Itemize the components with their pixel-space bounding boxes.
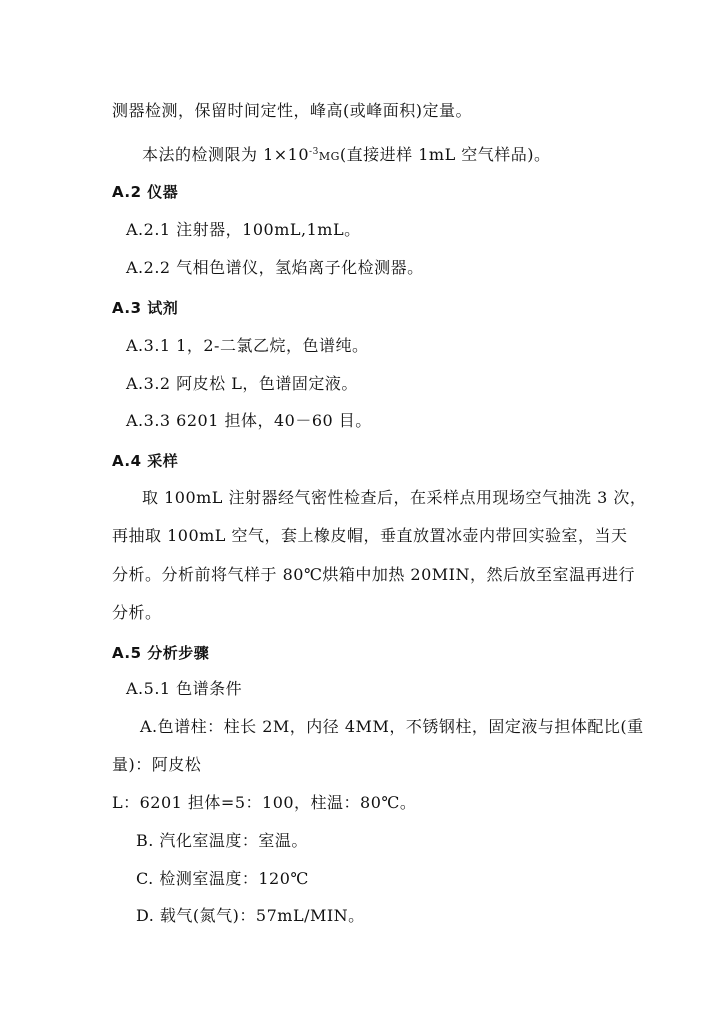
- item-b-vaporizer-temp: B. 汽化室温度：室温。: [136, 831, 308, 850]
- column-spec-line-3: L：6201 担体=5：100，柱温：80℃。: [112, 793, 417, 812]
- intro-continuation: 测器检测，保留时间定性，峰高(或峰面积)定量。: [112, 101, 472, 120]
- detection-limit-exponent: -3: [309, 147, 319, 157]
- item-a2-1: A.2.1 注射器，100mL,1mL。: [126, 220, 361, 239]
- detection-limit-paragraph: [142, 141, 551, 168]
- item-a3-3: A.3.3 6201 担体，40－60 目。: [126, 411, 372, 430]
- section-heading-a2: A.2 仪器: [112, 183, 179, 201]
- item-a2-2: A.2.2 气相色谱仪，氢焰离子化检测器。: [126, 258, 424, 277]
- section-heading-a4: A.4 采样: [112, 452, 179, 470]
- sampling-line-1: 取 100mL 注射器经气密性检查后，在采样点用现场空气抽洗 3 次，: [142, 488, 647, 507]
- item-a3-1: A.3.1 1，2-二氯乙烷，色谱纯。: [126, 336, 369, 355]
- detection-limit-unit: MG: [318, 150, 340, 163]
- detection-limit-text: 本法的检测限为 1×10: [142, 145, 310, 164]
- sampling-line-2: 再抽取 100mL 空气，套上橡皮帽，垂直放置冰壶内带回实验室，当天: [112, 526, 628, 545]
- item-a3-2: A.3.2 阿皮松 L，色谱固定液。: [126, 374, 358, 393]
- section-heading-a5: A.5 分析步骤: [112, 644, 210, 662]
- item-c-detector-temp: C. 检测室温度：120℃: [136, 869, 309, 888]
- detection-limit-note: (直接进样 1mL 空气样品)。: [339, 145, 551, 164]
- item-d-carrier-gas: D. 载气(氮气)：57mL/MIN。: [136, 906, 365, 925]
- column-spec-line-1: A.色谱柱：柱长 2M，内径 4MM，不锈钢柱，固定液与担体配比(重: [140, 717, 644, 736]
- item-a5-1: A.5.1 色谱条件: [126, 679, 243, 698]
- column-spec-line-2: 量)：阿皮松: [112, 755, 202, 774]
- sampling-line-3: 分析。分析前将气样于 80℃烘箱中加热 20MIN，然后放至室温再进行: [112, 565, 635, 584]
- sampling-line-4: 分析。: [112, 603, 162, 622]
- section-heading-a3: A.3 试剂: [112, 299, 179, 317]
